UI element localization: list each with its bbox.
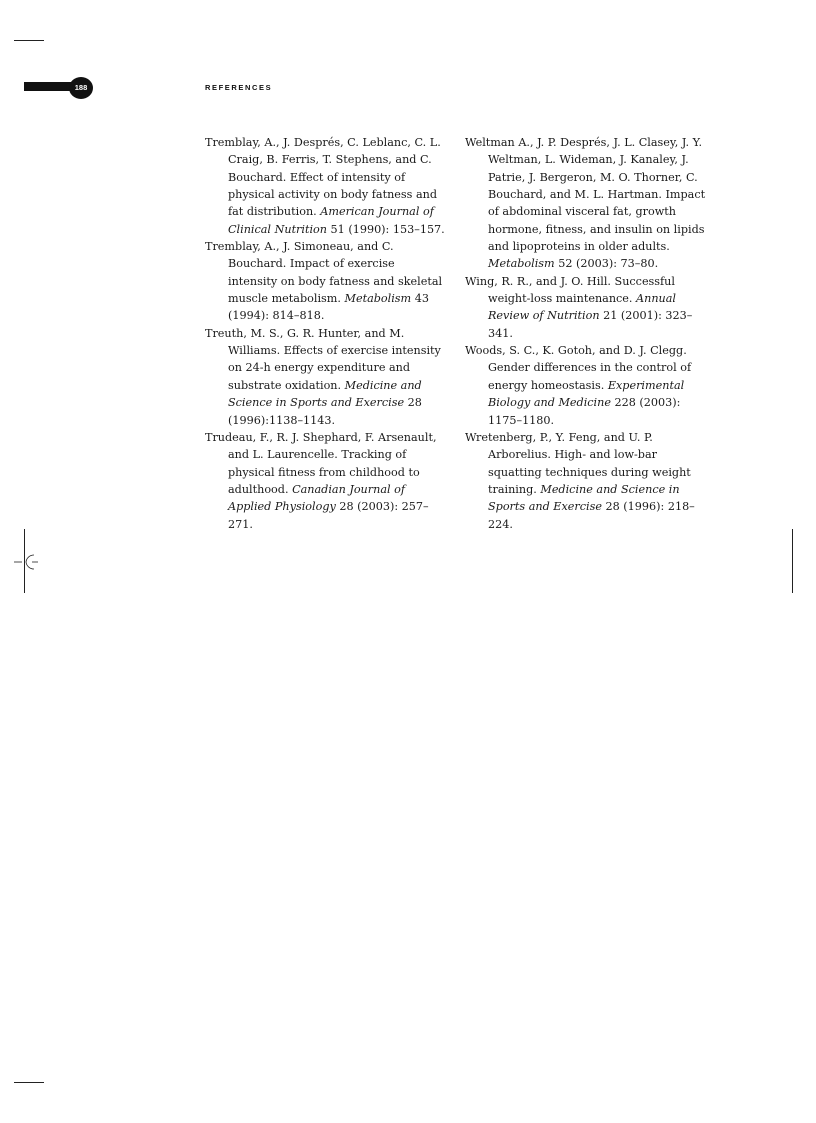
reference-entry: Tremblay, A., J. Després, C. Leblanc, C. L. Craig, B. Ferris, T. Stephens, and C. Bouchard. Effect of intensity of physical activity on body fatness and fat distribution. American Journal of Clinical Nutrition 51 (1990): 153–157. bbox=[205, 136, 445, 236]
journal-title: Metabolism bbox=[344, 292, 412, 306]
reference-entry: Wretenberg, P., Y. Feng, and U. P. Arborelius. High- and low-bar squatting techniques during weight training. Medicine and Science in Sports and Exercise 28 (1996): 218–224. bbox=[465, 430, 695, 531]
running-head: REFERENCES bbox=[205, 83, 273, 92]
reference-entry: Weltman A., J. P. Després, J. L. Clasey, J. Y. Weltman, L. Wideman, J. Kanaley, J. Patrie, J. Bergeron, M. O. Thorner, C. Bouchard, and M. L. Hartman. Impact of abdominal visceral fat, growth hormone, fitness, and insulin on lipids and lipoproteins in older adults. Metabolism 52 (2003): 73–80. bbox=[465, 136, 706, 271]
reference-entry: Treuth, M. S., G. R. Hunter, and M. Williams. Effects of exercise intensity on 24-h energy expenditure and substrate oxidation. Medicine and Science in Sports and Exercise 28 (1996):1138–1143. bbox=[205, 326, 441, 427]
journal-title: Canadian Journal of Applied Physiology bbox=[228, 482, 405, 514]
journal-title: Experimental Biology and Medicine bbox=[488, 378, 685, 410]
references-left-column bbox=[205, 134, 445, 533]
journal-title: Annual Review of Nutrition bbox=[488, 292, 676, 323]
reference-entry: Wing, R. R., and J. O. Hill. Successful weight-loss maintenance. Annual Review of Nutrition 21 (2001): 323–341. bbox=[465, 274, 693, 340]
registration-mark-icon bbox=[14, 553, 38, 571]
journal-title: Medicine and Science in Sports and Exercise bbox=[228, 378, 422, 410]
crop-mark bbox=[792, 529, 793, 593]
references-right-column bbox=[465, 134, 709, 533]
page-number: 188 bbox=[69, 77, 93, 99]
journal-title: American Journal of Clinical Nutrition bbox=[228, 205, 434, 236]
reference-entry: Tremblay, A., J. Simoneau, and C. Bouchard. Impact of exercise intensity on body fatness and skeletal muscle metabolism. Metabolism 43 (1994): 814–818. bbox=[205, 240, 443, 323]
journal-title: Metabolism bbox=[488, 257, 555, 271]
reference-entry: Trudeau, F., R. J. Shephard, F. Arsenault, and L. Laurencelle. Tracking of physical fitness from childhood to adulthood. Canadian Journal of Applied Physiology 28 (2003): 257–271. bbox=[205, 430, 437, 531]
crop-mark bbox=[14, 1082, 44, 1083]
reference-entry: Woods, S. C., K. Gotoh, and D. J. Clegg. Gender differences in the control of energy homeostasis. Experimental Biology and Medicine 228 (2003): 1175–1180. bbox=[465, 344, 692, 427]
crop-mark bbox=[14, 40, 44, 41]
journal-title: Medicine and Science in Sports and Exercise bbox=[488, 482, 680, 514]
